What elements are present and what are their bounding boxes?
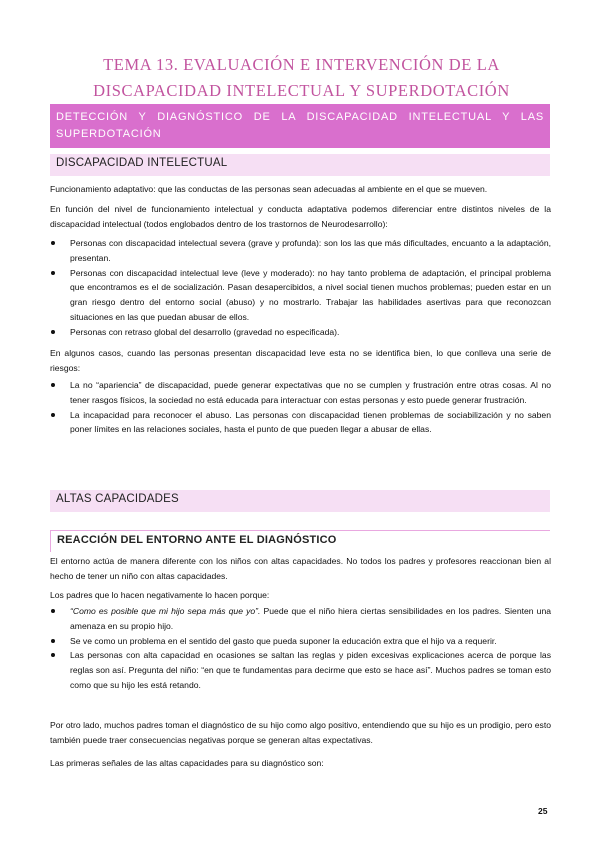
bullet-icon xyxy=(51,330,55,334)
paragraph: En algunos casos, cuando las personas presentan discapacidad leve esta no se identifica bien, lo que conlleva una serie de riesgos: xyxy=(50,348,551,373)
paragraph: Funcionamiento adaptativo: que las conductas de las personas sean adecuadas al ambiente en el que se mueven. xyxy=(50,184,488,194)
bullet-icon xyxy=(51,609,55,613)
bullet-icon xyxy=(51,271,55,275)
list-item: Se ve como un problema en el sentido del gasto que pueda suponer la educación extra que el hijo va a requerir. xyxy=(50,634,551,649)
list-item: Las personas con alta capacidad en ocasiones se saltan las reglas y piden excesivas explicaciones acerca de porque las reglas son así. Pregunta del niño: “en que te fundamentas para decirme que esto se hace así”. Muchos padres se toman esto como que su hijo les está retando. xyxy=(50,648,551,692)
page-number: 25 xyxy=(538,806,548,816)
bullet-icon xyxy=(51,639,55,643)
list-item: La no “apariencia” de discapacidad, puede generar expectativas que no se cumplen y frustración entre otras cosas. Al no tener rasgos físicos, la sociedad no está educada para interactuar con estas personas y esto puede generar frustración. xyxy=(50,378,551,408)
title-line-1: TEMA 13. EVALUACIÓN E INTERVENCIÓN DE LA xyxy=(103,55,500,74)
paragraph: En función del nivel de funcionamiento intelectual y conducta adaptativa podemos diferenciar entre distintos niveles de la discapacidad intelectual (todos englobados dentro de los trastornos de Neurodesarrollo): xyxy=(50,204,551,229)
section-heading: DETECCIÓN Y DIAGNÓSTICO DE LA DISCAPACIDAD INTELECTUAL Y LAS SUPERDOTACIÓN xyxy=(50,104,550,148)
document-title xyxy=(0,52,603,104)
discapacidad-heading: DISCAPACIDAD INTELECTUAL xyxy=(50,154,550,176)
bullet-list xyxy=(50,378,551,437)
bullet-icon xyxy=(51,653,55,657)
bullet-icon xyxy=(51,413,55,417)
altas-capacidades-heading: ALTAS CAPACIDADES xyxy=(50,490,550,512)
list-item: Personas con discapacidad intelectual severa (grave y profunda): son los las que más dificultades, encuanto a la adaptación, presentan. xyxy=(50,236,551,266)
paragraph: Los padres que lo hacen negativamente lo hacen porque: xyxy=(50,590,270,600)
bullet-list xyxy=(50,604,551,693)
bullet-icon xyxy=(51,241,55,245)
paragraph: Las primeras señales de las altas capacidades para su diagnóstico son: xyxy=(50,758,324,768)
list-item: Personas con discapacidad intelectual leve (leve y moderado): no hay tanto problema de adaptación, el principal problema que encontramos es el de socialización. Pasan desapercibidos, a nivel social tienen muchos problemas; pueden estar en un gran riesgo dentro del entorno social (abuso) y no mostrarlo. Trabajar las habilidades asertivas para que reconozcan situaciones en las que puedan abusar de ellos. xyxy=(50,266,551,325)
paragraph: Por otro lado, muchos padres toman el diagnóstico de su hijo como algo positivo, entendiendo que su hijo es un prodigio, pero esto también puede traer consecuencias negativas porque se generan altas expectativas. xyxy=(50,720,551,745)
list-item: “Como es posible que mi hijo sepa más que yo”. Puede que el niño hiera ciertas sensibilidades en los padres. Sienten una amenaza en su propio hijo. xyxy=(50,604,551,634)
title-line-2: DISCAPACIDAD INTELECTUAL Y SUPERDOTACIÓN xyxy=(93,81,510,100)
paragraph: El entorno actúa de manera diferente con los niños con altas capacidades. No todos los padres y profesores reaccionan bien al hecho de tener un niño con altas capacidades. xyxy=(50,556,551,581)
bullet-list xyxy=(50,236,551,340)
bullet-icon xyxy=(51,383,55,387)
list-item: La incapacidad para reconocer el abuso. Las personas con discapacidad tienen problemas de sociabilización y no saben poner límites en las relaciones sociales, hasta el punto de que pueden llegar a abusar de ellas. xyxy=(50,408,551,438)
list-item: Personas con retraso global del desarrollo (gravedad no especificada). xyxy=(50,325,551,340)
reaccion-subheading: REACCIÓN DEL ENTORNO ANTE EL DIAGNÓSTICO xyxy=(50,530,550,552)
